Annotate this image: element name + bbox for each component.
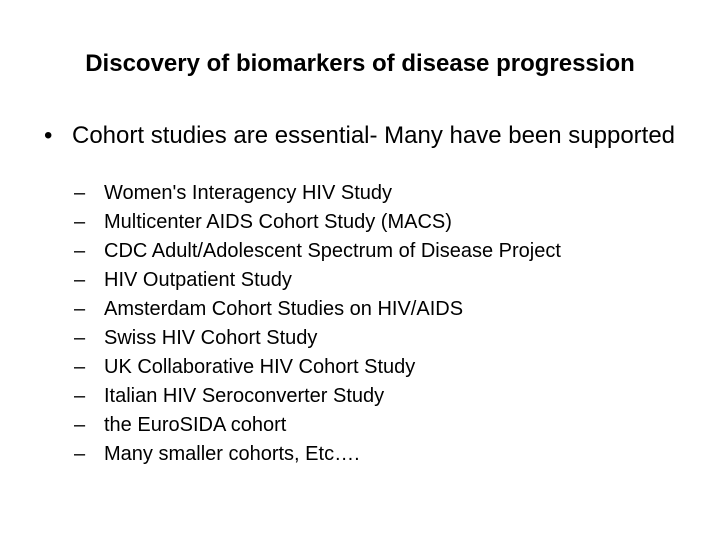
cohort-list-item	[74, 382, 694, 411]
bullet-item	[44, 122, 684, 149]
dash-marker: –	[74, 414, 86, 436]
dash-marker: –	[74, 298, 86, 320]
cohort-list-item	[74, 411, 694, 440]
cohort-name: Multicenter AIDS Cohort Study (MACS)	[104, 211, 452, 233]
cohort-list-item	[74, 324, 694, 353]
cohort-list-item	[74, 179, 694, 208]
cohort-list-item	[74, 295, 694, 324]
dash-marker: –	[74, 356, 86, 378]
bullet-text: Cohort studies are essential- Many have been supported	[72, 122, 676, 149]
cohort-name: Italian HIV Seroconverter Study	[104, 385, 385, 407]
bullet-marker: •	[44, 122, 53, 149]
cohort-name: the EuroSIDA cohort	[104, 414, 287, 436]
dash-marker: –	[74, 211, 86, 233]
dash-marker: –	[74, 182, 86, 204]
slide-title: Discovery of biomarkers of disease progression	[85, 50, 635, 77]
cohort-name: Many smaller cohorts, Etc….	[104, 443, 360, 465]
cohort-list-item	[74, 237, 694, 266]
dash-marker: –	[74, 269, 86, 291]
cohort-list-item	[74, 208, 694, 237]
cohort-list	[74, 179, 694, 469]
cohort-name: Women's Interagency HIV Study	[104, 182, 393, 204]
cohort-name: Amsterdam Cohort Studies on HIV/AIDS	[104, 298, 464, 320]
cohort-name: CDC Adult/Adolescent Spectrum of Disease Project	[104, 240, 561, 262]
dash-marker: –	[74, 443, 86, 465]
cohort-list-item	[74, 266, 694, 295]
cohort-list-item	[74, 353, 694, 382]
cohort-name: HIV Outpatient Study	[104, 269, 292, 291]
dash-marker: –	[74, 327, 86, 349]
cohort-name: Swiss HIV Cohort Study	[104, 327, 318, 349]
dash-marker: –	[74, 385, 86, 407]
cohort-name: UK Collaborative HIV Cohort Study	[104, 356, 416, 378]
cohort-list-item	[74, 440, 694, 469]
dash-marker: –	[74, 240, 86, 262]
